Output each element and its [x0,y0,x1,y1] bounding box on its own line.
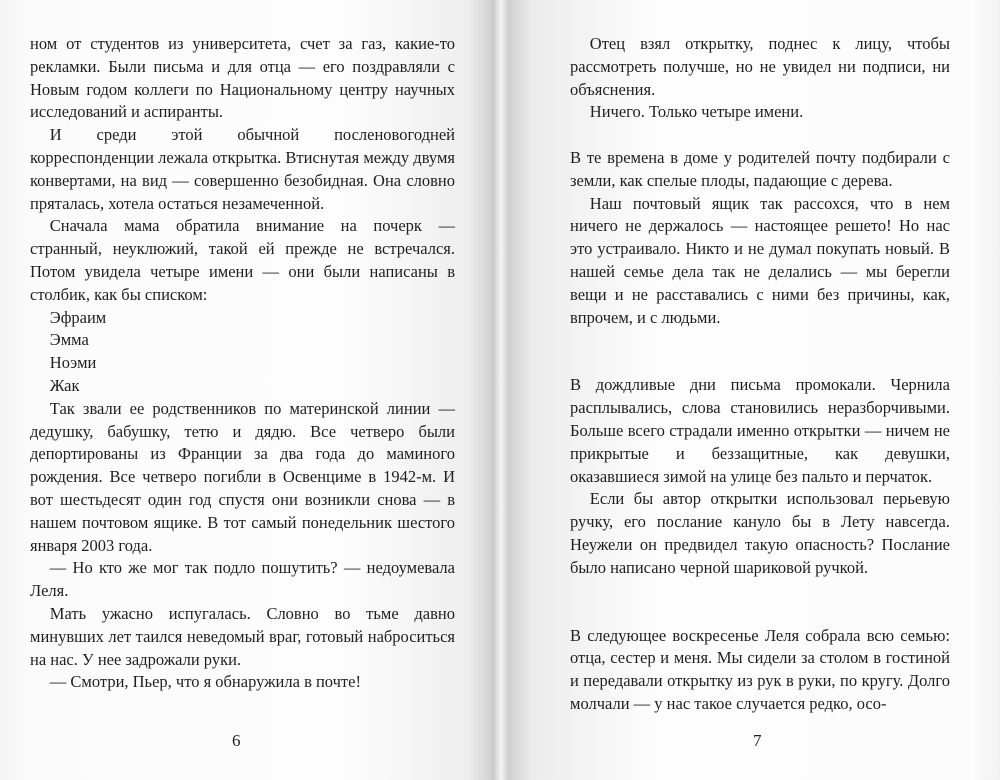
paragraph: ном от студентов из университета, счет за газ, какие-то рекламки. Были письма и для отца — его поздравляли с Новым годом коллеги по Национальному центру научных исследований и аспиранты. [30,34,455,122]
page-number: 7 [753,731,762,750]
paragraph: Наш почтовый ящик так рассохся, что в нем ничего не держалось — настоящее решето! Но нас это устраивало. Никто и не думал покупать новый. В нашей семье дела так не делались — мы берегли вещи и не расставались с ними без причины, как, впрочем, и с людьми. [570,193,950,327]
book-gutter [492,0,508,780]
page-number: 6 [232,731,241,750]
left-page [0,0,492,780]
name-list-item: Эфраим [49,307,107,327]
section-start-paragraph: В дождливые дни письма промокали. Чернила расплывались, слова становились неразборчивыми. Больше всего страдали именно открытки — ничем не прикрытые и беззащитные, как девушки, оказавшиеся зимой на улице без пальто и перчаток. [570,375,950,486]
name-list-item: Ноэми [49,353,97,373]
paragraph: — Но кто же мог так подло пошутить? — недоумевала Леля. [30,558,455,601]
paragraph: И среди этой обычной посленовогодней корреспонденции лежала открытка. Втиснутая между двумя конвертами, на вид — совершенно безобидная. Она словно пряталась, хотела остаться незамеченной. [30,125,455,213]
right-page-text [570,33,950,716]
left-page-text [30,33,455,694]
paragraph: Ничего. Только четыре имени. [589,102,804,122]
paragraph: — Смотри, Пьер, что я обнаружила в почте! [49,672,361,692]
section-start-paragraph: В следующее воскресенье Леля собрала всю семью: отца, сестер и меня. Мы сидели за столом в гостиной и передавали открытку из рук в руки, по кругу. Долго молчали — у нас такое случается редко, осо- [570,625,950,713]
right-page [508,0,1000,780]
paragraph: Если бы автор открытки использовал перьевую ручку, его послание кануло бы в Лету навсегда. Неужели он предвидел такую опасность? Послание было написано черной шариковой ручкой. [570,489,950,577]
name-list-item: Жак [49,375,80,395]
section-start-paragraph: В те времена в доме у родителей почту подбирали с земли, как спелые плоды, падающие с дерева. [570,147,950,190]
paragraph: Мать ужасно испугалась. Словно во тьме давно минувших лет таился неведомый враг, готовый наброситься на нас. У нее задрожали руки. [30,603,455,669]
paragraph: Так звали ее родственников по материнской линии — дедушку, бабушку, тетю и дядю. Все четверо были депортированы из Франции за два года до маминого рождения. Все четверо погибли в Освенциме в 1942-м. И вот шестьдесят один год спустя они возникли снова — в нашем почтовом ящике. В тот самый понедельник шестого января 2003 года. [30,398,455,555]
paragraph: Сначала мама обратила внимание на почерк — странный, неуклюжий, такой ей прежде не встречался. Потом увидела четыре имени — они были написаны в столбик, как бы списком: [30,216,455,304]
name-list-item: Эмма [49,330,89,350]
paragraph: Отец взял открытку, поднес к лицу, чтобы рассмотреть получше, но не увидел ни подписи, ни объяснения. [570,34,950,99]
